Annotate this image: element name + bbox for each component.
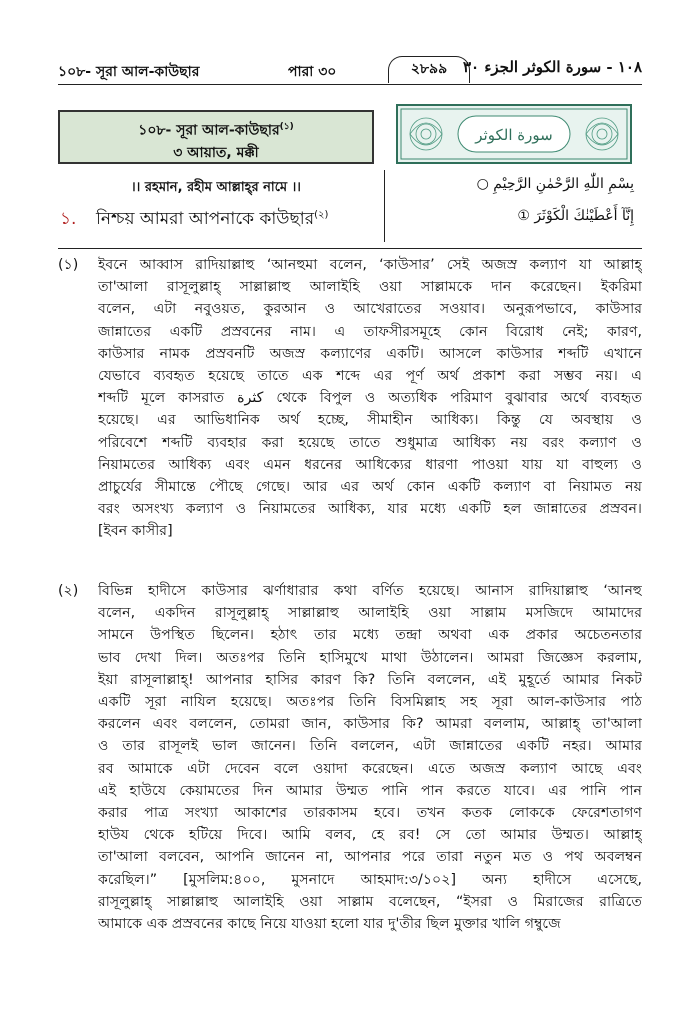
footnote-number: (১) — [58, 257, 79, 273]
footnote-line: প্রাচুর্যের সীমান্তে পৌছে গেছে। আর এর অর্থ কোন একটি কল্যাণ বা নিয়ামত নয় — [98, 479, 642, 496]
footnote-line: কাউসার নামক প্রস্রবনটি অজস্র কল্যাণের একটি। আসলে কাউসার শব্দটি এখানে — [98, 345, 642, 362]
footnote-line: এই হাউযে কেয়ামতের দিন আমার উম্মত পানি পান করতে যাবে। এর পানি পান — [98, 782, 642, 799]
footnote-line: একটি সূরা নাযিল হয়েছে। অতঃপর তিনি বিসমিল্লাহ সহ সূরা আল-কাউসার পাঠ — [98, 694, 642, 711]
footnote-line: আমাকে এক প্রস্রবনের কাছে নিয়ে যাওয়া হলো যার দু'তীর ছিল মুক্তার খালি গম্বুজে — [98, 916, 561, 933]
footnote-line: রাসূলুল্লাহ্‌ সাল্লাল্লাহু আলাইহি ওয়া সাল্লাম বলেছেন, “ইসরা ও মিরাজের রাত্রিতে — [98, 893, 642, 910]
ornament-calligraphy: سورة الكوثر — [475, 126, 553, 144]
surah-ornament — [396, 104, 632, 164]
footnote-line: করেছিল।” [মুসলিম:৪০০, মুসনাদে আহমাদ:৩/১০২] অন্য হাদীসে এসেছে, — [98, 871, 642, 888]
header-para: পারা ৩০ — [288, 64, 337, 80]
footnote-ref-2[interactable]: (২) — [314, 209, 329, 221]
footnote-line: বিভিন্ন হাদীসে কাউসার ঝর্ণাধারার কথা বর্ণিত হয়েছে। আনাস রাদিয়াল্লাহু ‘আনহু — [98, 583, 642, 599]
footnote-line: ও তার রাসূলই ভাল জানেন। তিনি বললেন, এটা জান্নাতের একটি নহর। আমার — [98, 738, 642, 755]
footnote-line: সামনে উপস্থিত ছিলেন। হঠাৎ তার মধ্যে তন্দ্রা অথবা এক প্রকার অচেতনতার — [98, 627, 642, 644]
footnote-line: বলেন, একদিন রাসূলুল্লাহ্‌ সাল্লাল্লাহু আলাইহি ওয়া সাল্লাম মসজিদে আমাদের — [98, 605, 642, 622]
footnote-number: (২) — [58, 583, 79, 599]
header-page-number: ২৮৯৯ — [388, 56, 470, 83]
ornament-graphic — [398, 106, 630, 162]
footnote-line: ভাব দেখা দিল। অতঃপর তিনি হাসিমুখে মাথা উঠালেন। আমরা জিজ্ঞেস করলাম, — [98, 649, 642, 666]
surah-title-line2: ৩ আয়াত, মক্কী — [173, 144, 259, 161]
footnote-line: শব্দটি মূলে কাসরাত كثرة থেকে বিপুল ও অত্যধিক পরিমাণ বুঝাবার অর্থে ব্যবহৃত — [98, 390, 642, 407]
footnote-text — [98, 580, 642, 935]
header-surah-title: ১০৮- সূরা আল-কাউছার — [58, 64, 200, 80]
verse-arabic: إِنَّآ أَعْطَيْنٰكَ الْكَوْثَرَ ① — [517, 208, 634, 224]
footnote-line: করলেন এবং বললেন, তোমরা জান, কাউসার কি? আমরা বললাম, আল্লাহ্‌ তা'আলা — [98, 716, 642, 733]
verse-translation: নিশ্চয় আমরা আপনাকে কাউছার$^{(২)}$ — [96, 209, 329, 229]
surah-title-box — [58, 110, 374, 164]
header-arabic-title: ١٠٨ - سورة الكوثر الجزء ٣٠ — [462, 58, 642, 76]
footnote-line: রব আমাকে এটা দেবেন বলে ওয়াদা করেছেন। এতে অজস্র কল্যাণ আছে এবং — [98, 760, 642, 777]
footnote-line: ইয়া রাসূলাল্লাহ্‌! আপনার হাসির কারণ কি? তিনি বললেন, এই মুহূর্তে আমার নিকট — [98, 671, 642, 688]
page-header — [58, 56, 642, 86]
bismillah-arabic: بِسْمِ اللّٰهِ الرَّحْمٰنِ الرَّحِيْمِ ○ — [476, 176, 634, 192]
verse-number: ১. — [60, 209, 77, 229]
footnote-line: তা'আলা বলবেন, আপনি জানেন না, আপনার পরে তারা নতুন মত ও পথ অবলম্বন — [98, 849, 642, 866]
footnote-ref-1[interactable]: (১) — [279, 122, 294, 132]
footnote-line: পরিবেশে শব্দটি ব্যবহার করা হয়েছে তাতে শুধুমাত্র আধিক্য নয় বরং কল্যাণ ও — [98, 434, 642, 451]
bismillah-bengali: ।। রহমান, রহীম আল্লাহ্‌র নামে ।। — [131, 180, 301, 195]
footnote-text — [98, 254, 642, 543]
footnote-line: জান্নাতের একটি প্রস্রবনের নাম। এ তাফসীরসমূহে কোন বিরোধ নেই; কারণ, — [98, 323, 642, 340]
section-rule — [58, 248, 642, 249]
footnote-line: তা'আলা রাসূলুল্লাহ্‌ সাল্লাল্লাহু আলাইহি ওয়া সাল্লামকে দান করেছেন। ইকরিমা — [98, 279, 642, 296]
footnote-2 — [58, 580, 642, 935]
footnote-line: নিয়ামতের আধিক্য এবং এমন ধরনের আধিক্যের ধারণা পাওয়া যায় যা বাহুল্য ও — [98, 456, 642, 473]
footnote-1 — [58, 254, 642, 543]
surah-title-line1: ১০৮- সূরা আল-কাউছার$^{(১)}$ — [138, 122, 294, 139]
footnote-line: হাউয থেকে হটিয়ে দিবে। আমি বলব, হে রব! সে তো আমার উম্মত। আল্লাহ্‌ — [98, 827, 642, 844]
footnote-line: হয়েছে। এর আভিধানিক অর্থ হচ্ছে, সীমাহীন আধিক্য। কিন্তু যে অবস্থায় ও — [98, 412, 642, 429]
footnote-line: ইবনে আব্বাস রাদিয়াল্লাহু ‘আনহুমা বলেন, ‘কাউসার’ সেই অজস্র কল্যাণ যা আল্লাহ্‌ — [98, 257, 642, 273]
header-rule — [58, 84, 642, 85]
footnote-line: বলেন, এটা নবুওয়ত, কুরআন ও আখেরাতের সওয়াব। অনুরূপভাবে, কাউসার — [98, 301, 642, 318]
footnote-line: যেভাবে ব্যবহৃত হয়েছে তাতে এক শব্দে এর পূর্ণ অর্থ প্রকাশ করা সম্ভব নয়। এ — [98, 368, 642, 385]
footnote-line: করার পাত্র সংখ্যা আকাশের তারকাসম হবে। তখন কতক লোককে ফেরেশতাগণ — [98, 805, 642, 822]
footnote-line: বরং অসংখ্য কল্যাণ ও নিয়ামতের আধিক্য, যার মধ্যে একটি হল জান্নাতের প্রস্রবন। — [98, 501, 642, 518]
footnote-line: [ইবন কাসীর] — [98, 523, 173, 540]
column-divider — [384, 170, 385, 242]
